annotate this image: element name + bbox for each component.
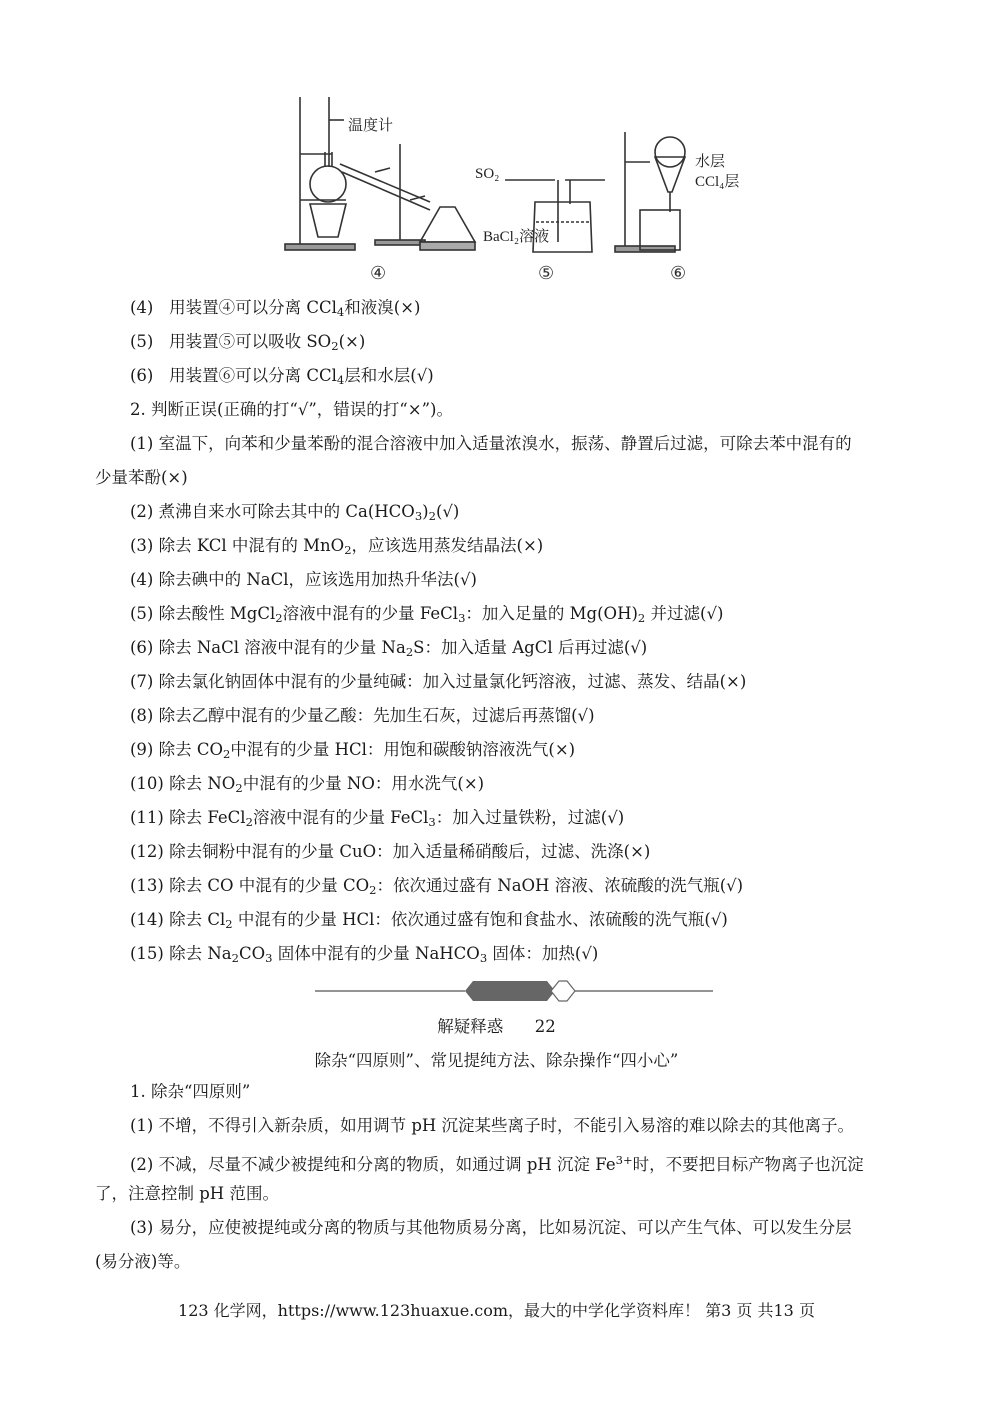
apparatus-figure	[280, 92, 740, 292]
list-item-continued: 少量苯酚(×)	[95, 468, 188, 487]
list-item: (1) 室温下，向苯和少量苯酚的混合溶液中加入适量浓溴水，振荡、静置后过滤，可除去苯中混有的	[130, 434, 852, 453]
ccl4-layer-label: CCl₄层	[695, 174, 740, 190]
section-divider	[315, 980, 713, 1002]
list-item: (8) 除去乙醇中混有的少量乙酸：先加生石灰，过滤后再蒸馏(√)	[130, 706, 595, 725]
list-item: (6) 用装置⑥可以分离 CCl$_4$层和水层(√)	[130, 366, 434, 387]
rule-item: (2) 不减，尽量不减少被提纯和分离的物质，如通过调 pH 沉淀 $Fe^{3+}$时，不要把目标产物离子也沉淀	[130, 1153, 864, 1174]
rule-item-continued: (易分液)等。	[95, 1252, 191, 1271]
page-footer: 123 化学网，https://www.123huaxue.com，最大的中学化学资料库！ 第3 页 共13 页	[178, 1301, 815, 1320]
list-item: (5) 用装置⑤可以吸收 $SO_2(\times)$	[130, 332, 366, 353]
list-item: (4) 除去碘中的 NaCl，应该选用加热升华法(√)	[130, 570, 477, 589]
list-item: (6) 除去 NaCl 溶液中混有的少量 $Na_2S$：加入适量 AgCl 后再过滤(√)	[130, 638, 648, 659]
rule-item-continued: 了，注意控制 pH 范围。	[95, 1184, 279, 1203]
figure-number-5: ⑤	[538, 263, 555, 284]
list-item: (10) 除去 $NO_2$中混有的少量 NO：用水洗气(×)	[130, 774, 485, 795]
rule-item: (1) 不增，不得引入新杂质，如用调节 pH 沉淀某些离子时，不能引入易溶的难以除去的其他离子。	[130, 1116, 855, 1135]
question-2-title: 2. 判断正误(正确的打“√”，错误的打“×”)。	[130, 400, 453, 419]
so2-label: SO₂	[475, 166, 500, 182]
list-item: (3) 除去 KCl 中混有的 MnO$_2$，应该选用蒸发结晶法(×)	[130, 536, 544, 557]
list-item: (15) 除去 $Na_2CO_3$ 固体中混有的少量 NaHCO$_3$ 固体：加热(√)	[130, 944, 599, 965]
figure-number-6: ⑥	[670, 263, 687, 284]
rules-heading: 1. 除杂“四原则”	[130, 1082, 251, 1101]
list-item: (5) 除去酸性 MgCl$_2$溶液中混有的少量 FeCl$_3$：加入足量的 $Mg(OH)_2$ 并过滤(√)	[130, 604, 724, 625]
list-item: (9) 除去 $CO_2$中混有的少量 HCl：用饱和碳酸钠溶液洗气(×)	[130, 740, 576, 761]
figure-number-4: ④	[370, 263, 387, 284]
water-layer-label: 水层	[695, 154, 726, 170]
list-item: (4) 用装置④可以分离 CCl$_4$和液溴(×)	[130, 298, 421, 319]
list-item: (2) 煮沸自来水可除去其中的 $Ca(HCO_3)_2(√)$	[130, 502, 460, 523]
list-item: (11) 除去 FeCl$_2$溶液中混有的少量 FeCl$_3$：加入过量铁粉，过滤(√)	[130, 808, 625, 829]
list-item: (12) 除去铜粉中混有的少量 CuO：加入适量稀硝酸后，过滤、洗涤(×)	[130, 842, 651, 861]
section-label: 解疑释惑 22	[437, 1017, 556, 1036]
list-item: (7) 除去氯化钠固体中混有的少量纯碱：加入过量氯化钙溶液，过滤、蒸发、结晶(×)	[130, 672, 747, 691]
rule-item: (3) 易分，应使被提纯或分离的物质与其他物质易分离，比如易沉淀、可以产生气体、可以发生分层	[130, 1218, 852, 1237]
thermometer-label: 温度计	[348, 118, 394, 134]
list-item: (13) 除去 CO 中混有的少量 $CO_2$：依次通过盛有 NaOH 溶液、浓硫酸的洗气瓶(√)	[130, 876, 744, 897]
section-title: 除杂“四原则”、常见提纯方法、除杂操作“四小心”	[314, 1051, 679, 1070]
list-item: (14) 除去 $Cl_2$ 中混有的少量 HCl：依次通过盛有饱和食盐水、浓硫酸的洗气瓶(√)	[130, 910, 728, 931]
bacl2-solution-label: BaCl₂溶液	[483, 229, 550, 245]
